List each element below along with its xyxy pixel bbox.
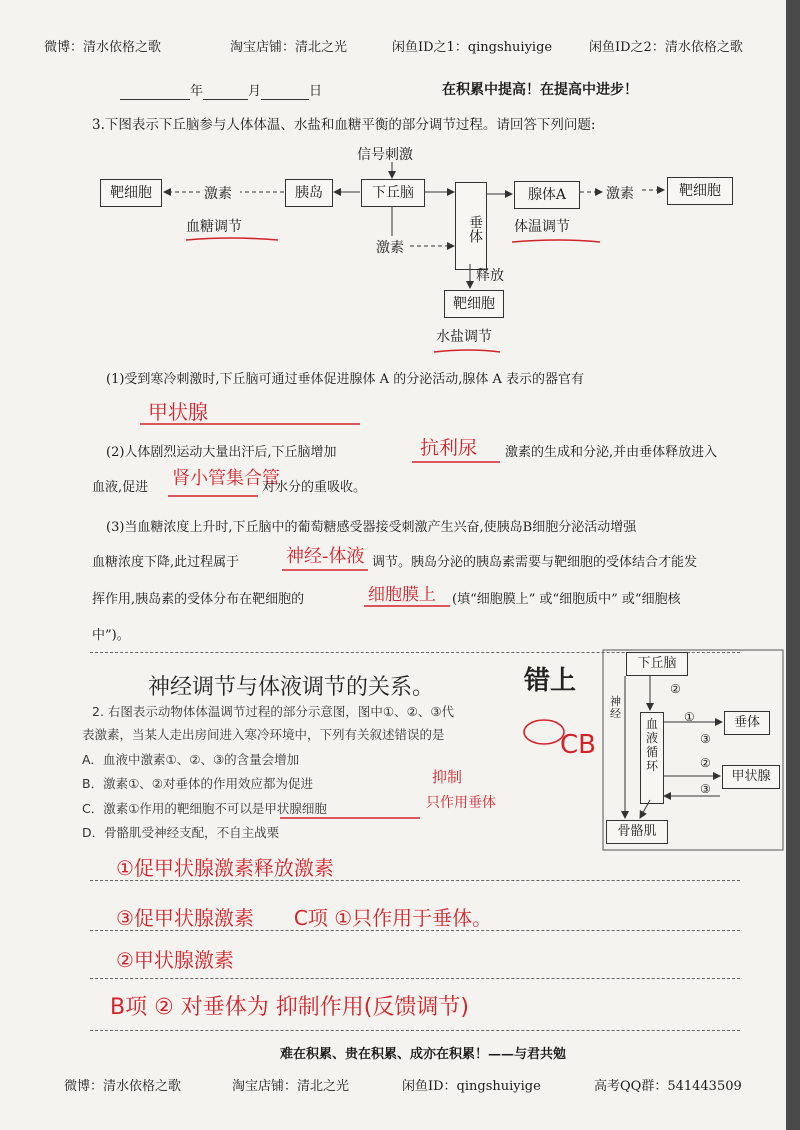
- q3-sub2-answer2: 肾小管集合管: [172, 468, 280, 489]
- q3-sub3-answer1: 神经-体液: [286, 546, 365, 567]
- day-label: 日: [309, 84, 323, 99]
- q3-sub2-d: 对水分的重吸收。: [262, 480, 367, 495]
- footer-qq: 高考QQ群：541443509: [594, 1079, 742, 1094]
- handwritten-note-4: B项 ② 对垂体为 抑制作用(反馈调节): [110, 995, 469, 1020]
- q2-diagram-c3a: ③: [700, 732, 711, 746]
- q3-sub3-d: 挥作用,胰岛素的受体分布在靶细胞的: [92, 592, 305, 607]
- q3-sub1: (1)受到寒冷刺激时,下丘脑可通过垂体促进腺体 A 的分泌活动,腺体 A 表示的器官有: [106, 372, 584, 387]
- handwritten-note-1: ①促甲状腺激素释放激素: [116, 856, 334, 880]
- q2-diagram-c3b: ③: [700, 782, 711, 796]
- q2-diagram-muscle: 骨骼肌: [606, 820, 668, 844]
- q2-diagram-c1: ①: [684, 710, 695, 724]
- note-mark: 错上: [524, 666, 577, 696]
- diagram-hormone-left: 激素: [204, 186, 232, 202]
- q3-sub2-a: (2)人体剧烈运动大量出汗后,下丘脑增加: [106, 445, 337, 460]
- motto: 在积累中提高！在提高中进步！: [442, 82, 638, 98]
- q3-sub3-e: (填“细胞膜上” 或“细胞质中” 或“细胞核: [452, 592, 681, 607]
- q2-diagram-thyroid: 甲状腺: [722, 765, 780, 789]
- year-label: 年: [190, 84, 204, 99]
- q3-sub3-f: 中”)。: [92, 628, 130, 643]
- q3-sub3-answer2: 细胞膜上: [368, 585, 436, 605]
- diagram-temp-label: 体温调节: [514, 219, 570, 235]
- q2-b-note: 抑制: [432, 768, 463, 786]
- q3-sub2-answer1: 抗利尿: [420, 437, 478, 459]
- q2-diagram-hypothalamus: 下丘脑: [626, 652, 688, 676]
- diagram-release: 释放: [476, 268, 504, 284]
- diagram-target-left: 靶细胞: [100, 179, 162, 207]
- month-label: 月: [248, 84, 262, 99]
- diagram-hypothalamus: 下丘脑: [361, 179, 425, 207]
- diagram-blood-sugar-label: 血糖调节: [186, 219, 242, 235]
- diagram-hormone-down: 激素: [376, 240, 404, 256]
- q2-stem2: 表激素，当某人走出房间进入寒冷环境中，下列有关叙述错误的是: [82, 727, 445, 742]
- diagram-target-right: 靶细胞: [667, 177, 733, 205]
- q3-stem: 3.下图表示下丘脑参与人体体温、水盐和血糖平衡的部分调节过程。请回答下列问题:: [92, 117, 596, 133]
- q3-sub2-c: 血液,促进: [92, 480, 149, 495]
- q2-option-b: B．激素①、②对垂体的作用效应都为促进: [82, 776, 313, 791]
- q2-stem1: 2. 右图表示动物体体温调节过程的部分示意图，图中①、②、③代: [92, 704, 455, 719]
- q2-answer-mark: CB: [560, 730, 596, 760]
- handwritten-note-3: ②甲状腺激素: [116, 948, 234, 972]
- q2-option-a: A．血液中激素①、②、③的含量会增加: [82, 752, 300, 767]
- footer-xianyu: 闲鱼ID：qingshuiyige: [402, 1079, 541, 1094]
- q3-sub1-answer: 甲状腺: [148, 400, 208, 424]
- header-taobao: 淘宝店铺：清北之光: [230, 40, 348, 55]
- diagram-water-salt-label: 水盐调节: [436, 329, 492, 345]
- q2-diagram-blood: 血液循环: [640, 712, 664, 804]
- q2-diagram-c2: ②: [670, 682, 681, 696]
- note-title: 神经调节与体液调节的关系。: [148, 675, 435, 700]
- header-xianyu2: 闲鱼ID之2：清水依格之歌: [589, 40, 743, 55]
- diagram-hormone-right: 激素: [606, 186, 634, 202]
- footer-taobao: 淘宝店铺：清北之光: [232, 1079, 350, 1094]
- q2-diagram-pituitary: 垂体: [724, 711, 770, 735]
- q3-sub3-c: 调节。胰岛分泌的胰岛素需要与靶细胞的受体结合才能发: [372, 555, 698, 570]
- q3-sub3-a: (3)当血糖浓度上升时,下丘脑中的葡萄糖感受器接受刺激产生兴奋,使胰岛B细胞分泌活动增强: [106, 520, 637, 535]
- q2-option-c: C．激素①作用的靶细胞不可以是甲状腺细胞: [82, 801, 327, 816]
- diagram-pituitary: 垂体: [455, 182, 487, 270]
- header-weibo: 微博：清水依格之歌: [44, 40, 162, 55]
- diagram-gland-a: 腺体A: [514, 181, 580, 209]
- q2-option-d: D．骨骼肌受神经支配，不自主战栗: [82, 825, 280, 840]
- q3-sub2-b: 激素的生成和分泌,并由垂体释放进入: [505, 445, 718, 460]
- diagram-pancreas: 胰岛: [285, 179, 333, 207]
- diagram-target-bottom: 靶细胞: [444, 290, 504, 318]
- footer-weibo: 微博：清水依格之歌: [64, 1079, 182, 1094]
- header-xianyu1: 闲鱼ID之1：qingshuiyige: [392, 40, 553, 55]
- q3-sub3-b: 血糖浓度下降,此过程属于: [92, 555, 240, 570]
- q2-diagram-c2b: ②: [700, 756, 711, 770]
- q2-c-note: 只作用垂体: [426, 795, 496, 811]
- diagram-signal: 信号刺激: [357, 147, 413, 163]
- q2-diagram-nerve: 神经: [610, 695, 621, 720]
- handwritten-note-2: ③促甲状腺激素 C项 ①只作用于垂体。: [116, 906, 493, 930]
- footer-motto: 难在积累、贵在积累、成亦在积累！——与君共勉: [280, 1047, 567, 1062]
